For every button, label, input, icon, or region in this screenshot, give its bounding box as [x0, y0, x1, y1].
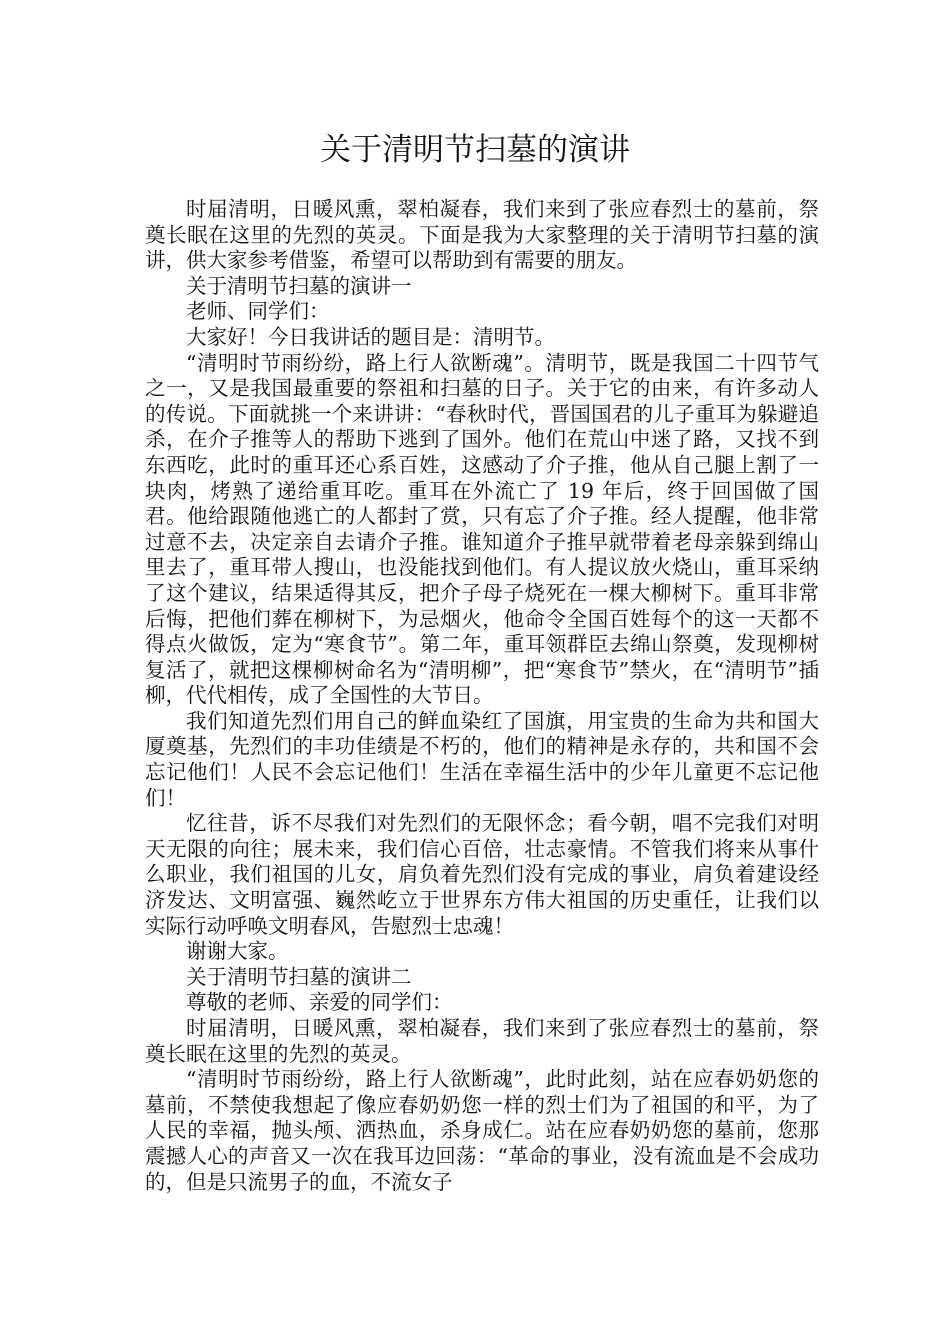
paragraph: 忆往昔，诉不尽我们对先烈们的无限怀念；看今朝，唱不完我们对明天无限的向往；展未来，我们信心百倍，壮志豪情。不管我们将来从事什么职业，我们祖国的儿女，肩负着先烈们没有完成的事业，肩负着建设经济发达、文明富强、巍然屹立于世界东方伟大祖国的历史重任，让我们以实际行动呼唤文明春风，告慰烈士忠魂！ — [145, 811, 819, 938]
closing: 谢谢大家。 — [186, 939, 289, 964]
section-heading: 关于清明节扫墓的演讲一 — [186, 273, 412, 298]
paragraph: “清明时节雨纷纷，路上行人欲断魂”，此时此刻，站在应春奶奶您的墓前，不禁使我想起了像应春奶奶您一样的烈士们为了祖国的和平，为了人民的幸福，抛头颅、洒热血，杀身成仁。站在应春奶奶您的墓前，您那震撼人心的声音又一次在我耳边回荡：“革命的事业，没有流血是不会成功的，但是只流男子的血，不流女子 — [145, 1067, 819, 1194]
paragraph: 大家好！今日我讲话的题目是：清明节。 — [186, 324, 555, 349]
document-body — [145, 197, 819, 1195]
section-heading: 关于清明节扫墓的演讲二 — [186, 964, 412, 989]
salutation: 尊敬的老师、亲爱的同学们： — [186, 990, 453, 1015]
paragraph: 我们知道先烈们用自己的鲜血染红了国旗，用宝贵的生命为共和国大厦奠基，先烈们的丰功佳绩是不朽的，他们的精神是永存的，共和国不会忘记他们！人民不会忘记他们！生活在幸福生活中的少年儿童更不忘记他们！ — [145, 708, 819, 810]
paragraph: 时届清明，日暖风熏，翠柏凝春，我们来到了张应春烈士的墓前，祭奠长眠在这里的先烈的英灵。 — [145, 1016, 819, 1066]
paragraph: 时届清明，日暖风熏，翠柏凝春，我们来到了张应春烈士的墓前，祭奠长眠在这里的先烈的英灵。下面是我为大家整理的关于清明节扫墓的演讲，供大家参考借鉴，希望可以帮助到有需要的朋友。 — [145, 197, 819, 273]
document-title: 关于清明节扫墓的演讲 — [320, 132, 630, 168]
paragraph: “清明时节雨纷纷，路上行人欲断魂”。清明节，既是我国二十四节气之一，又是我国最重要的祭祖和扫墓的日子。关于它的由来，有许多动人的传说。下面就挑一个来讲讲：“春秋时代，晋国国君的儿子重耳为躲避追杀，在介子推等人的帮助下逃到了国外。他们在荒山中迷了路，又找不到东西吃，此时的重耳还心系百姓，这感动了介子推，他从自己腿上割了一块肉，烤熟了递给重耳吃。重耳在外流亡了 19 年后，终于回国做了国君。他给跟随他逃亡的人都封了赏，只有忘了介子推。经人提醒，他非常过意不去，决定亲自去请介子推。谁知道介子推早就带着老母亲躲到绵山里去了，重耳带人搜山，也没能找到他们。有人提议放火烧山，重耳采纳了这个建议，结果适得其反，把介子母子烧死在一棵大柳树下。重耳非常后悔，把他们葬在柳树下，为忌烟火，他命令全国百姓每个的这一天都不得点火做饭，定为“寒食节”。第二年，重耳领群臣去绵山祭奠，发现柳树复活了，就把这棵柳树命名为“清明柳”，把“寒食节”禁火，在“清明节”插柳，代代相传，成了全国性的大节日。 — [145, 350, 819, 708]
salutation: 老师、同学们： — [186, 299, 330, 324]
